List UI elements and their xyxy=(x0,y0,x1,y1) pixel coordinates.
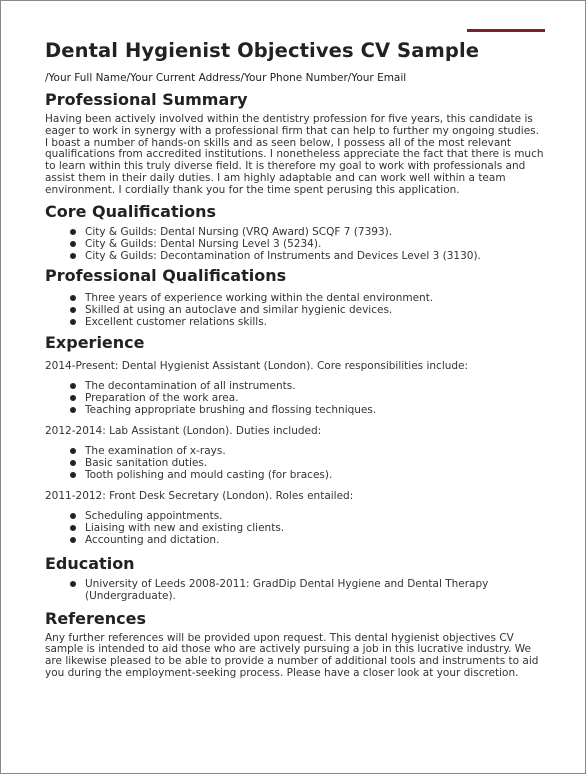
job-duties-list xyxy=(45,380,545,416)
professional-qualifications-section xyxy=(45,266,545,328)
bullet-icon xyxy=(70,395,76,401)
bullet-icon xyxy=(70,525,76,531)
list-item-text: City & Guilds: Decontamination of Instruments and Devices Level 3 (3130). xyxy=(85,249,481,262)
job-entry xyxy=(45,490,545,546)
list-item xyxy=(45,392,545,404)
list-item-text: Basic sanitation duties. xyxy=(85,456,208,469)
bullet-icon xyxy=(70,229,76,235)
education-list xyxy=(45,578,545,602)
list-item-text: Accounting and dictation. xyxy=(85,533,220,546)
list-item-text: City & Guilds: Dental Nursing (VRQ Award) SCQF 7 (7393). xyxy=(85,225,393,238)
professional-summary-section xyxy=(45,90,545,197)
list-item xyxy=(45,250,545,262)
list-item xyxy=(45,380,545,392)
list-item-text: Teaching appropriate brushing and flossing techniques. xyxy=(85,403,377,416)
header-accent-bar xyxy=(467,29,545,32)
core-qualifications-section xyxy=(45,202,545,262)
bullet-icon xyxy=(70,253,76,259)
list-item-text: Tooth polishing and mould casting (for braces). xyxy=(85,468,333,481)
references-paragraph: Any further references will be provided upon request. This dental hygienist objectives CV sample is intended to aid those who are actively pursuing a job in this lucrative industry. We are likewise pleased to be able to provide a number of additional tools and instruments to aid you during the employment-seeking process. Please have a closer look at your discretion. xyxy=(45,631,539,679)
summary-paragraph: Having been actively involved within the dentistry profession for five years, this candidate is eager to work in synergy with a professional firm that can help to further my ongoing studies. I boast a number of hands-on skills and as seen below, I possess all of the most relevant qualifications from accredited institutions. I nonetheless appreciate the fact that there is much to learn within this truly diverse field. It is therefore my goal to work with professionals and assist them in their daily duties. I am highly adaptable and can work well within a team environment. I cordially thank you for the time spent perusing this application. xyxy=(45,113,544,196)
section-heading: Experience xyxy=(45,332,145,352)
list-item xyxy=(45,510,545,522)
bullet-icon xyxy=(70,319,76,325)
list-item-text: Scheduling appointments. xyxy=(85,509,223,522)
core-qualifications-list xyxy=(45,226,545,262)
list-item xyxy=(45,578,545,602)
references-section xyxy=(45,609,545,680)
section-heading: Professional Qualifications xyxy=(45,265,287,285)
list-item-text: University of Leeds 2008-2011: GradDip Dental Hygiene and Dental Therapy (Undergraduate). xyxy=(85,577,489,602)
list-item xyxy=(45,469,545,481)
job-duties-list xyxy=(45,510,545,546)
list-item-text: City & Guilds: Dental Nursing Level 3 (5234). xyxy=(85,237,322,250)
contact-line: /Your Full Name/Your Current Address/Your Phone Number/Your Email xyxy=(45,72,407,84)
bullet-icon xyxy=(70,295,76,301)
education-section xyxy=(45,554,545,602)
document-title: Dental Hygienist Objectives CV Sample xyxy=(45,39,480,62)
section-heading: Education xyxy=(45,553,135,573)
list-item-text: Preparation of the work area. xyxy=(85,391,239,404)
list-item-text: Skilled at using an autoclave and similar hygienic devices. xyxy=(85,303,393,316)
job-title: 2012-2014: Lab Assistant (London). Duties included: xyxy=(45,424,322,437)
bullet-icon xyxy=(70,472,76,478)
experience-section xyxy=(45,333,545,546)
bullet-icon xyxy=(70,537,76,543)
list-item xyxy=(45,316,545,328)
job-title: 2011-2012: Front Desk Secretary (London). Roles entailed: xyxy=(45,489,354,502)
list-item xyxy=(45,522,545,534)
bullet-icon xyxy=(70,448,76,454)
job-entry xyxy=(45,360,545,416)
section-heading: References xyxy=(45,608,146,628)
list-item xyxy=(45,304,545,316)
bullet-icon xyxy=(70,307,76,313)
list-item xyxy=(45,226,545,238)
section-heading: Professional Summary xyxy=(45,90,248,109)
list-item-text: The decontamination of all instruments. xyxy=(85,379,296,392)
list-item xyxy=(45,457,545,469)
list-item-text: Liaising with new and existing clients. xyxy=(85,521,285,534)
bullet-icon xyxy=(70,513,76,519)
job-title: 2014-Present: Dental Hygienist Assistant (London). Core responsibilities include: xyxy=(45,359,469,372)
bullet-icon xyxy=(70,460,76,466)
list-item xyxy=(45,445,545,457)
list-item-text: Three years of experience working within the dental environment. xyxy=(85,291,434,304)
list-item xyxy=(45,238,545,250)
list-item-text: Excellent customer relations skills. xyxy=(85,315,268,328)
section-heading: Core Qualifications xyxy=(45,201,216,221)
cv-content xyxy=(45,39,545,680)
list-item-text: The examination of x-rays. xyxy=(85,444,226,457)
professional-qualifications-list xyxy=(45,292,545,328)
list-item xyxy=(45,534,545,546)
bullet-icon xyxy=(70,383,76,389)
list-item xyxy=(45,292,545,304)
bullet-icon xyxy=(70,241,76,247)
bullet-icon xyxy=(70,581,76,587)
job-duties-list xyxy=(45,445,545,481)
list-item xyxy=(45,404,545,416)
bullet-icon xyxy=(70,407,76,413)
job-entry xyxy=(45,425,545,481)
